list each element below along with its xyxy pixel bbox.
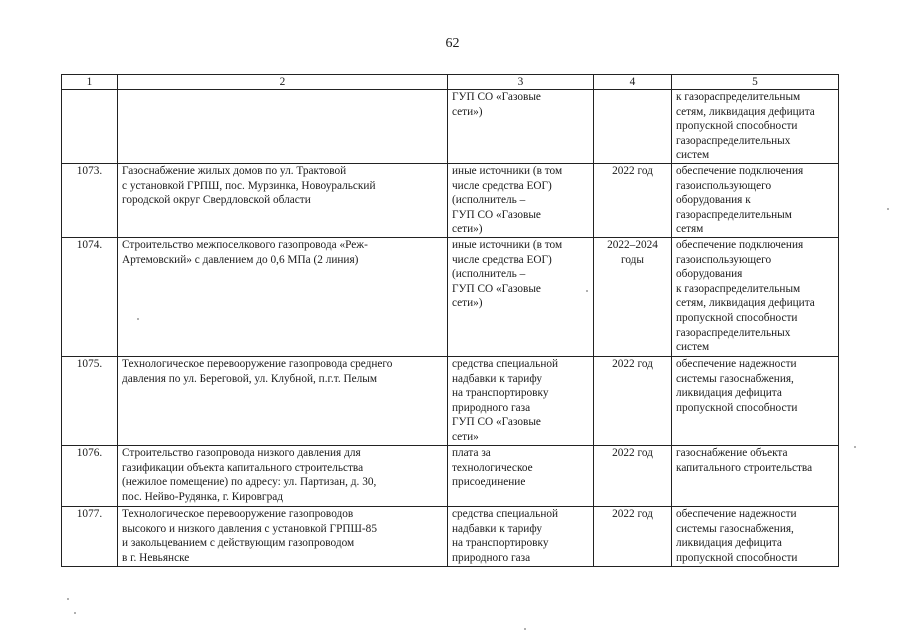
implementation-period: 2022 год [594, 507, 672, 567]
table-row [62, 164, 839, 238]
implementation-period: 2022 год [594, 357, 672, 446]
row-number [62, 90, 118, 164]
funding-source: ГУП СО «Газовые сети») [448, 90, 594, 164]
expected-result: обеспечение надежности системы газоснабжения, ликвидация дефицита пропускной способности [672, 357, 839, 446]
expected-result: обеспечение подключения газоиспользующего оборудования к газораспределительным сетям [672, 164, 839, 238]
funding-source: иные источники (в том числе средства ЕОГ) (исполнитель – ГУП СО «Газовые сети») [448, 238, 594, 357]
page-number: 62 [445, 36, 460, 51]
scan-speck [67, 598, 69, 600]
measure-name: Строительство межпоселкового газопровода «Реж- Артемовский» с давлением до 0,6 МПа (2 линия) [118, 238, 448, 357]
measure-name: Газоснабжение жилых домов по ул. Трактовой с установкой ГРПШ, пос. Мурзинка, Новоуральский городской округ Свердловской области [118, 164, 448, 238]
scan-speck [887, 208, 889, 210]
row-number: 1074. [62, 238, 118, 357]
column-header-1: 1 [62, 75, 118, 90]
table-row [62, 90, 839, 164]
table-header-row [62, 75, 839, 90]
scan-speck [74, 612, 76, 614]
table-row [62, 507, 839, 567]
funding-source: плата за технологическое присоединение [448, 446, 594, 507]
funding-source: средства специальной надбавки к тарифу на транспортировку природного газа [448, 507, 594, 567]
table-row [62, 238, 839, 357]
scan-speck [137, 318, 139, 320]
measure-name: Строительство газопровода низкого давления для газификации объекта капитального строительства (нежилое помещение) по адресу: ул. Партизан, д. 30, пос. Нейво-Рудянка, г. Кировград [118, 446, 448, 507]
column-header-2: 2 [118, 75, 448, 90]
column-header-4: 4 [594, 75, 672, 90]
implementation-period: 2022 год [594, 446, 672, 507]
measure-name: Технологическое перевооружение газопроводов высокого и низкого давления с установкой ГРПШ-85 и закольцеванием с действующим газопроводом в г. Невьянске [118, 507, 448, 567]
implementation-period: 2022 год [594, 164, 672, 238]
row-number: 1075. [62, 357, 118, 446]
expected-result: к газораспределительным сетям, ликвидация дефицита пропускной способности газораспределительных систем [672, 90, 839, 164]
expected-result: обеспечение подключения газоиспользующего оборудования к газораспределительным сетям, ликвидация дефицита пропускной способности газораспределительных систем [672, 238, 839, 357]
table-row [62, 446, 839, 507]
funding-source: иные источники (в том числе средства ЕОГ) (исполнитель – ГУП СО «Газовые сети») [448, 164, 594, 238]
column-header-5: 5 [672, 75, 839, 90]
expected-result: обеспечение надежности системы газоснабжения, ликвидация дефицита пропускной способности [672, 507, 839, 567]
scan-speck [524, 628, 526, 630]
measure-name: Технологическое перевооружение газопровода среднего давления по ул. Береговой, ул. Клубной, п.г.т. Пелым [118, 357, 448, 446]
measure-name [118, 90, 448, 164]
expected-result: газоснабжение объекта капитального строительства [672, 446, 839, 507]
row-number: 1076. [62, 446, 118, 507]
program-table [61, 74, 839, 567]
funding-source: средства специальной надбавки к тарифу на транспортировку природного газа ГУП СО «Газовые сети» [448, 357, 594, 446]
implementation-period: 2022–2024 годы [594, 238, 672, 357]
implementation-period [594, 90, 672, 164]
row-number: 1073. [62, 164, 118, 238]
row-number: 1077. [62, 507, 118, 567]
scan-speck [586, 290, 588, 292]
column-header-3: 3 [448, 75, 594, 90]
table-row [62, 357, 839, 446]
scan-speck [854, 446, 856, 448]
